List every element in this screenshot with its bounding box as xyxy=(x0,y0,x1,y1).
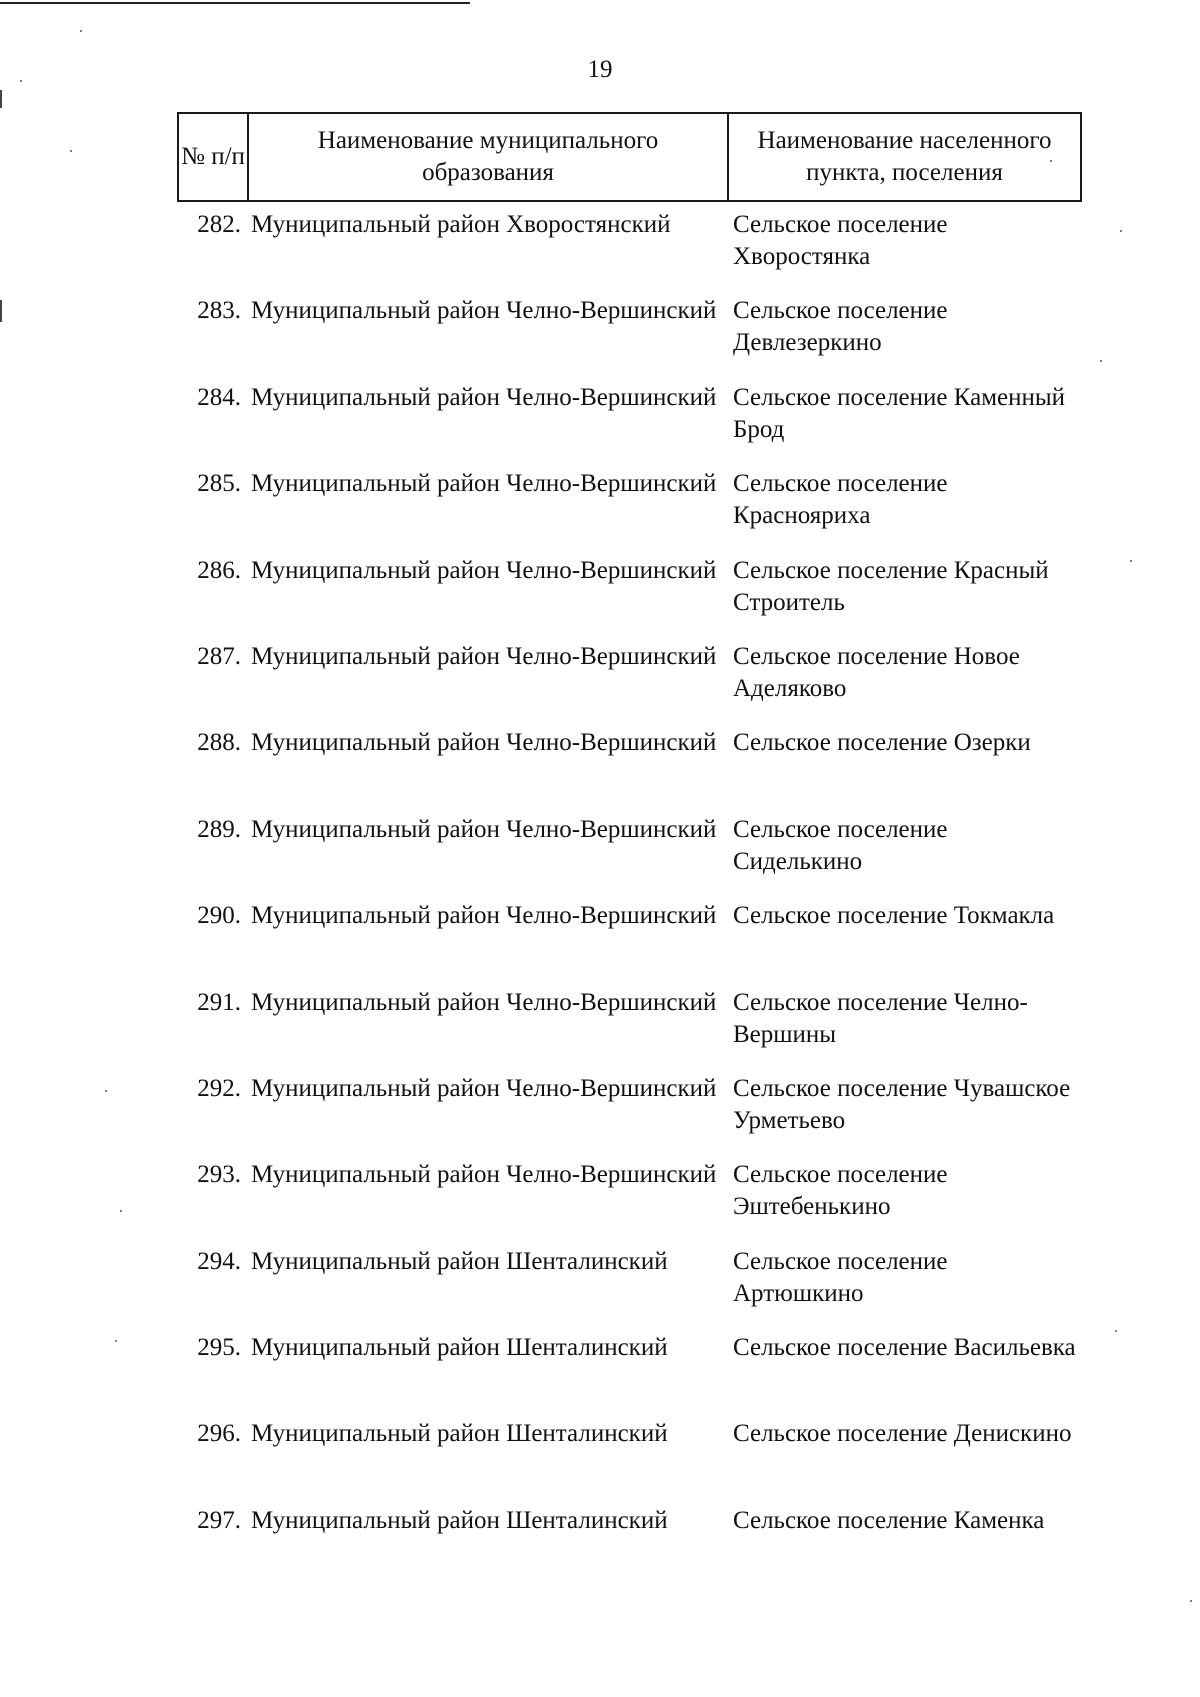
scan-speck xyxy=(20,80,22,82)
row-municipality: Муниципальный район Челно-Вершинский xyxy=(251,1074,717,1102)
row-settlement: Сельское поселение Эштебенькино xyxy=(733,1161,948,1221)
table-row xyxy=(177,1073,1082,1159)
row-municipality: Муниципальный район Челно-Вершинский xyxy=(251,297,717,325)
scan-speck xyxy=(120,1210,122,1212)
row-number: 287. xyxy=(197,642,241,670)
row-settlement: Сельское поселение Каменный Брод xyxy=(733,383,1066,443)
table-header xyxy=(177,112,1082,202)
row-number: 296. xyxy=(197,1420,241,1448)
row-number: 291. xyxy=(197,988,241,1016)
scan-speck xyxy=(1190,1600,1192,1602)
row-number: 284. xyxy=(197,383,241,411)
row-settlement: Сельское поселение Новое Аделяково xyxy=(733,642,1020,702)
row-number: 295. xyxy=(197,1334,241,1362)
row-municipality: Муниципальный район Хворостянский xyxy=(251,211,671,238)
row-number: 290. xyxy=(197,902,241,930)
table-row xyxy=(177,1159,1082,1245)
row-municipality: Муниципальный район Челно-Вершинский xyxy=(251,988,717,1016)
page-number: 19 xyxy=(587,56,613,83)
row-settlement: Сельское поселение Токмакла xyxy=(733,902,1055,930)
row-settlement: Сельское поселение Озерки xyxy=(733,729,1031,757)
scan-speck xyxy=(105,1090,107,1092)
row-municipality: Муниципальный район Челно-Вершинский xyxy=(251,556,717,584)
scan-speck xyxy=(1115,1330,1117,1332)
scan-artifact-mark xyxy=(0,300,2,322)
row-municipality: Муниципальный район Челно-Вершинский xyxy=(251,383,717,411)
row-number: 285. xyxy=(197,470,241,498)
header-number: № п/п xyxy=(179,114,249,200)
row-municipality: Муниципальный район Шенталинский xyxy=(251,1247,668,1275)
table-row xyxy=(177,1418,1082,1504)
row-municipality: Муниципальный район Челно-Вершинский xyxy=(251,470,717,498)
scan-speck xyxy=(1100,360,1102,362)
table-body xyxy=(177,209,1082,1591)
row-municipality: Муниципальный район Челно-Вершинский xyxy=(251,729,717,757)
row-settlement: Сельское поселение Челно-Вершины xyxy=(733,988,1028,1048)
table-row xyxy=(177,382,1082,468)
row-settlement: Сельское поселение Краснояриха xyxy=(733,470,948,530)
row-municipality: Муниципальный район Шенталинский xyxy=(251,1420,668,1448)
scan-speck xyxy=(1130,560,1132,562)
row-number: 282. xyxy=(197,211,241,238)
header-settlement: Наименование населенного пункта, поселения xyxy=(757,127,1052,186)
scan-speck xyxy=(1120,230,1122,232)
row-number: 293. xyxy=(197,1161,241,1189)
table-row xyxy=(177,209,1082,295)
row-number: 286. xyxy=(197,556,241,584)
scan-speck xyxy=(80,30,82,32)
row-settlement: Сельское поселение Чувашское Урметьево xyxy=(733,1074,1071,1134)
table-row xyxy=(177,295,1082,381)
row-number: 294. xyxy=(197,1247,241,1275)
row-settlement: Сельское поселение Денискино xyxy=(733,1420,1072,1448)
row-number: 292. xyxy=(197,1074,241,1102)
table-row xyxy=(177,727,1082,813)
row-settlement: Сельское поселение Артюшкино xyxy=(733,1247,948,1307)
row-settlement: Сельское поселение Васильевка xyxy=(733,1334,1076,1362)
row-number: 297. xyxy=(197,1506,241,1534)
row-settlement: Сельское поселение Сиделькино xyxy=(733,815,948,875)
scan-speck xyxy=(115,1340,117,1342)
row-municipality: Муниципальный район Челно-Вершинский xyxy=(251,815,717,843)
table-row xyxy=(177,641,1082,727)
table-row xyxy=(177,987,1082,1073)
row-municipality: Муниципальный район Челно-Вершинский xyxy=(251,642,717,670)
scan-artifact-mark xyxy=(0,90,2,108)
row-municipality: Муниципальный район Челно-Вершинский xyxy=(251,1161,717,1189)
row-settlement: Сельское поселение Девлезеркино xyxy=(733,297,948,357)
scan-speck xyxy=(1050,160,1052,162)
header-municipality: Наименование муниципального образования xyxy=(249,114,729,200)
row-settlement: Сельское поселение Хворостянка xyxy=(733,211,948,270)
table-row xyxy=(177,1246,1082,1332)
table-row xyxy=(177,1505,1082,1591)
table-row xyxy=(177,468,1082,554)
table-row xyxy=(177,555,1082,641)
row-number: 289. xyxy=(197,815,241,843)
table-row xyxy=(177,1332,1082,1418)
table-row xyxy=(177,900,1082,986)
row-municipality: Муниципальный район Шенталинский xyxy=(251,1334,668,1362)
row-municipality: Муниципальный район Шенталинский xyxy=(251,1506,668,1534)
scan-speck xyxy=(70,150,72,152)
row-settlement: Сельское поселение Каменка xyxy=(733,1506,1045,1534)
row-settlement: Сельское поселение Красный Строитель xyxy=(733,556,1049,616)
row-number: 283. xyxy=(197,297,241,325)
scan-artifact-line xyxy=(0,2,470,4)
row-municipality: Муниципальный район Челно-Вершинский xyxy=(251,902,717,930)
table-row xyxy=(177,814,1082,900)
row-number: 288. xyxy=(197,729,241,757)
